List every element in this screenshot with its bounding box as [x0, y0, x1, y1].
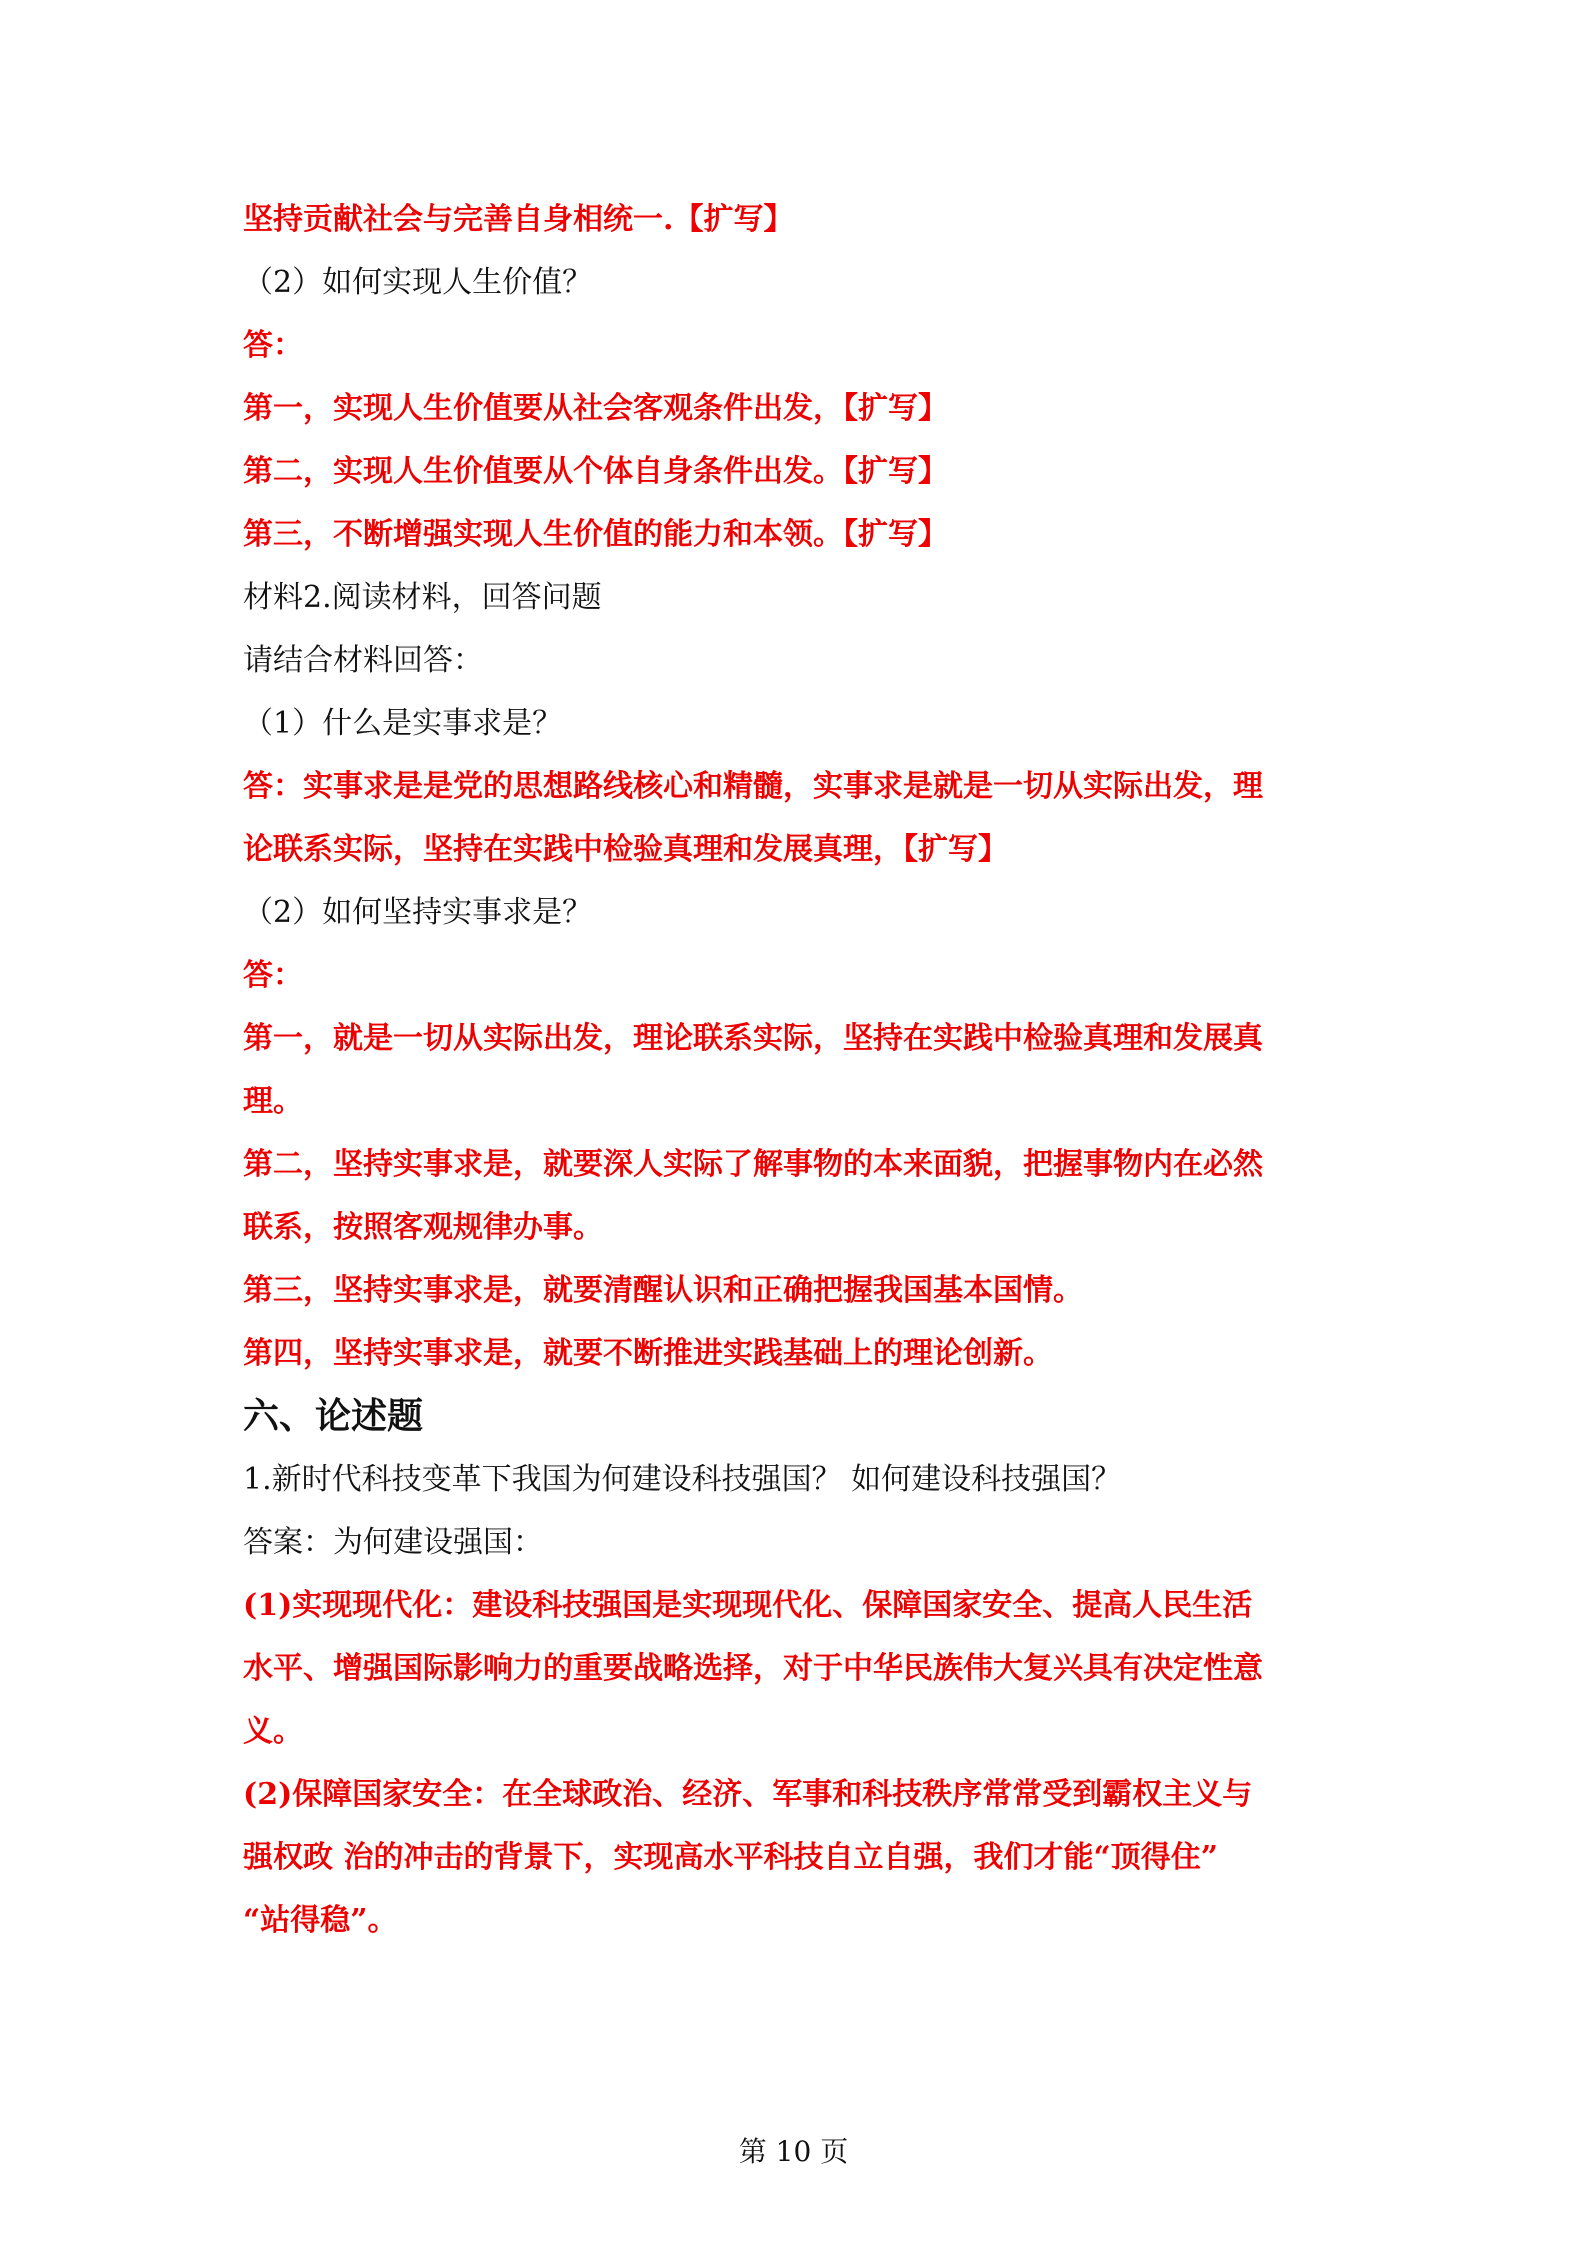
- answer-line: 联系，按照客观规律办事。: [243, 1210, 603, 1245]
- question-line: （1）什么是实事求是？: [243, 706, 563, 741]
- answer-line: 第一，就是一切从实际出发，理论联系实际，坚持在实践中检验真理和发展真: [243, 1021, 1263, 1056]
- answer-line: (1)实现现代化：建设科技强国是实现现代化、保障国家安全、提高人民生活: [243, 1588, 1253, 1623]
- answer-line: 理。: [243, 1084, 303, 1119]
- answer-line: 第三，不断增强实现人生价值的能力和本领。【扩写】: [243, 517, 948, 552]
- answer-line: (2)保障国家安全：在全球政治、经济、军事和科技秩序常常受到霸权主义与: [243, 1777, 1253, 1812]
- answer-line: 第一，实现人生价值要从社会客观条件出发，【扩写】: [243, 391, 948, 426]
- answer-label: 答：: [243, 958, 303, 993]
- answer-line: 第三，坚持实事求是，就要清醒认识和正确把握我国基本国情。: [243, 1273, 1083, 1308]
- answer-line: 水平、增强国际影响力的重要战略选择，对于中华民族伟大复兴具有决定性意: [243, 1651, 1263, 1686]
- answer-line: 论联系实际，坚持在实践中检验真理和发展真理，【扩写】: [243, 832, 1008, 867]
- text-line: 坚持贡献社会与完善自身相统一.【扩写】: [243, 202, 794, 237]
- answer-line: 第四，坚持实事求是，就要不断推进实践基础上的理论创新。: [243, 1336, 1053, 1371]
- answer-label: 答：: [243, 328, 303, 363]
- page-number: 第 10 页: [738, 2135, 849, 2168]
- instruction-line: 请结合材料回答：: [243, 643, 483, 678]
- question-line: （2）如何实现人生价值？: [243, 265, 593, 300]
- answer-line: 第二，坚持实事求是，就要深人实际了解事物的本来面貌，把握事物内在必然: [243, 1147, 1263, 1182]
- answer-line: 答：实事求是是党的思想路线核心和精髓，实事求是就是一切从实际出发，理: [243, 769, 1263, 804]
- answer-line: 第二，实现人生价值要从个体自身条件出发。【扩写】: [243, 454, 948, 489]
- answer-line: 义。: [243, 1714, 303, 1749]
- answer-line: “站得稳”。: [243, 1903, 398, 1938]
- material-heading: 材料2.阅读材料，回答问题: [243, 580, 602, 615]
- answer-line: 强权政 治的冲击的背景下，实现高水平科技自立自强，我们才能“顶得住”: [243, 1840, 1218, 1875]
- answer-intro: 答案：为何建设强国：: [243, 1525, 543, 1560]
- question-line: （2）如何坚持实事求是？: [243, 895, 593, 930]
- page-content: [243, 188, 1353, 1952]
- section-heading: 六、论述题: [243, 1395, 424, 1437]
- question-line: 1.新时代科技变革下我国为何建设科技强国？ 如何建设科技强国？: [243, 1462, 1122, 1497]
